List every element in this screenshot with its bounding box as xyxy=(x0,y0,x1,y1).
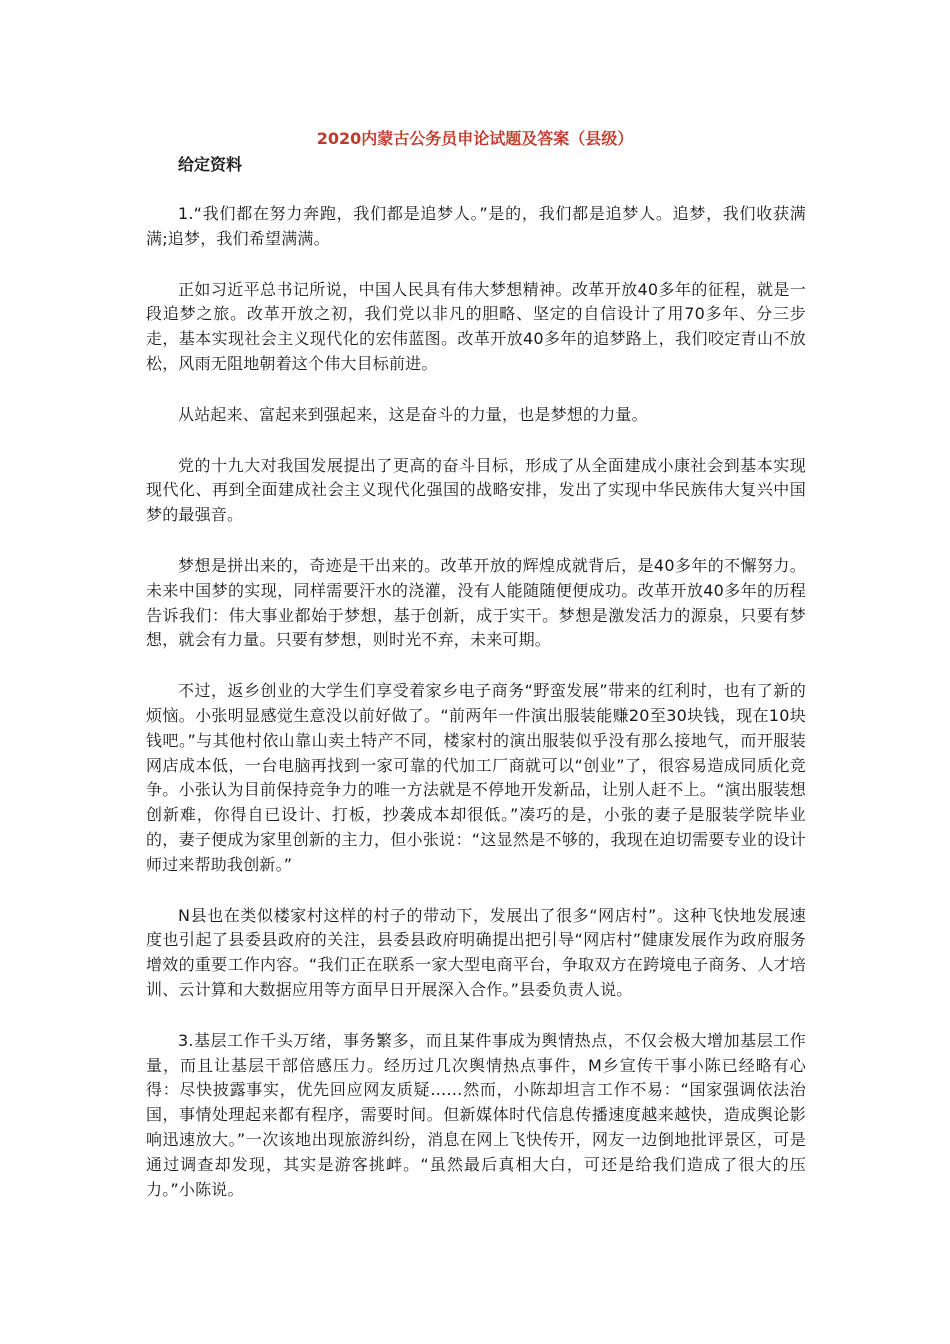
section-heading: 给定资料 xyxy=(178,155,243,174)
paragraph: 3.基层工作千头万绪，事务繁多，而且某件事成为舆情热点，不仅会极大增加基层工作量，而且让基层干部倍感压力。经历过几次舆情热点事件，M乡宣传干事小陈已经略有心得：尽快披露事实，优先回应网友质疑……然而，小陈却坦言工作不易：“国家强调依法治国，事情处理起来都有程序，需要时间。但新媒体时代信息传播速度越来越快，造成舆论影响迅速放大。”一次该地出现旅游纠纷，消息在网上飞快传开，网友一边倒地批评景区，可是通过调查却发现，其实是游客挑衅。“虽然最后真相大白，可还是给我们造成了很大的压力。”小陈说。 xyxy=(146,1030,806,1199)
paragraph: 正如习近平总书记所说，中国人民具有伟大梦想精神。改革开放40多年的征程，就是一段追梦之旅。改革开放之初，我们党以非凡的胆略、坚定的自信设计了用70多年、分三步走，基本实现社会主义现代化的宏伟蓝图。改革开放40多年的追梦路上，我们咬定青山不放松，风雨无阻地朝着这个伟大目标前进。 xyxy=(146,279,806,373)
paragraph: N县也在类似楼家村这样的村子的带动下，发展出了很多“网店村”。这种飞快地发展速度也引起了县委县政府的关注，县委县政府明确提出把引导“网店村”健康发展作为政府服务增效的重要工作内容。“我们正在联系一家大型电商平台，争取双方在跨境电子商务、人才培训、云计算和大数据应用等方面早日开展深入合作。”县委负责人说。 xyxy=(146,905,806,999)
document-title: 2020内蒙古公务员申论试题及答案（县级） xyxy=(316,129,634,148)
paragraph: 1.“我们都在努力奔跑，我们都是追梦人。”是的，我们都是追梦人。追梦，我们收获满满;追梦，我们希望满满。 xyxy=(146,204,806,248)
paragraph: 梦想是拼出来的，奇迹是干出来的。改革开放的辉煌成就背后，是40多年的不懈努力。未来中国梦的实现，同样需要汗水的浇灌，没有人能随随便便成功。改革开放40多年的历程告诉我们：伟大事业都始于梦想，基于创新，成于实干。梦想是激发活力的源泉，只要有梦想，就会有力量。只要有梦想，则时光不弃，未来可期。 xyxy=(146,555,806,650)
paragraph: 不过，返乡创业的大学生们享受着家乡电子商务“野蛮发展”带来的红利时，也有了新的烦恼。小张明显感觉生意没以前好做了。“前两年一件演出服装能赚20至30块钱，现在10块钱吧。”与其他村依山靠山卖土特产不同，楼家村的演出服装似乎没有那么接地气，而开服装网店成本低，一台电脑再找到一家可靠的代加工厂商就可以“创业”了，很容易造成同质化竞争。小张认为目前保持竞争力的唯一方法就是不停地开发新品，让别人赶不上。“演出服装想创新难，你得自已设计、打板，抄袭成本却很低。”凑巧的是，小张的妻子是服装学院毕业的，妻子便成为家里创新的主力，但小张说：“这显然是不够的，我现在迫切需要专业的设计师过来帮助我创新。” xyxy=(146,681,806,874)
paragraph: 党的十九大对我国发展提出了更高的奋斗目标，形成了从全面建成小康社会到基本实现现代化、再到全面建成社会主义现代化强国的战略安排，发出了实现中华民族伟大复兴中国梦的最强音。 xyxy=(146,455,806,525)
paragraph: 从站起来、富起来到强起来，这是奋斗的力量，也是梦想的力量。 xyxy=(178,404,648,424)
document-body xyxy=(146,202,806,1228)
